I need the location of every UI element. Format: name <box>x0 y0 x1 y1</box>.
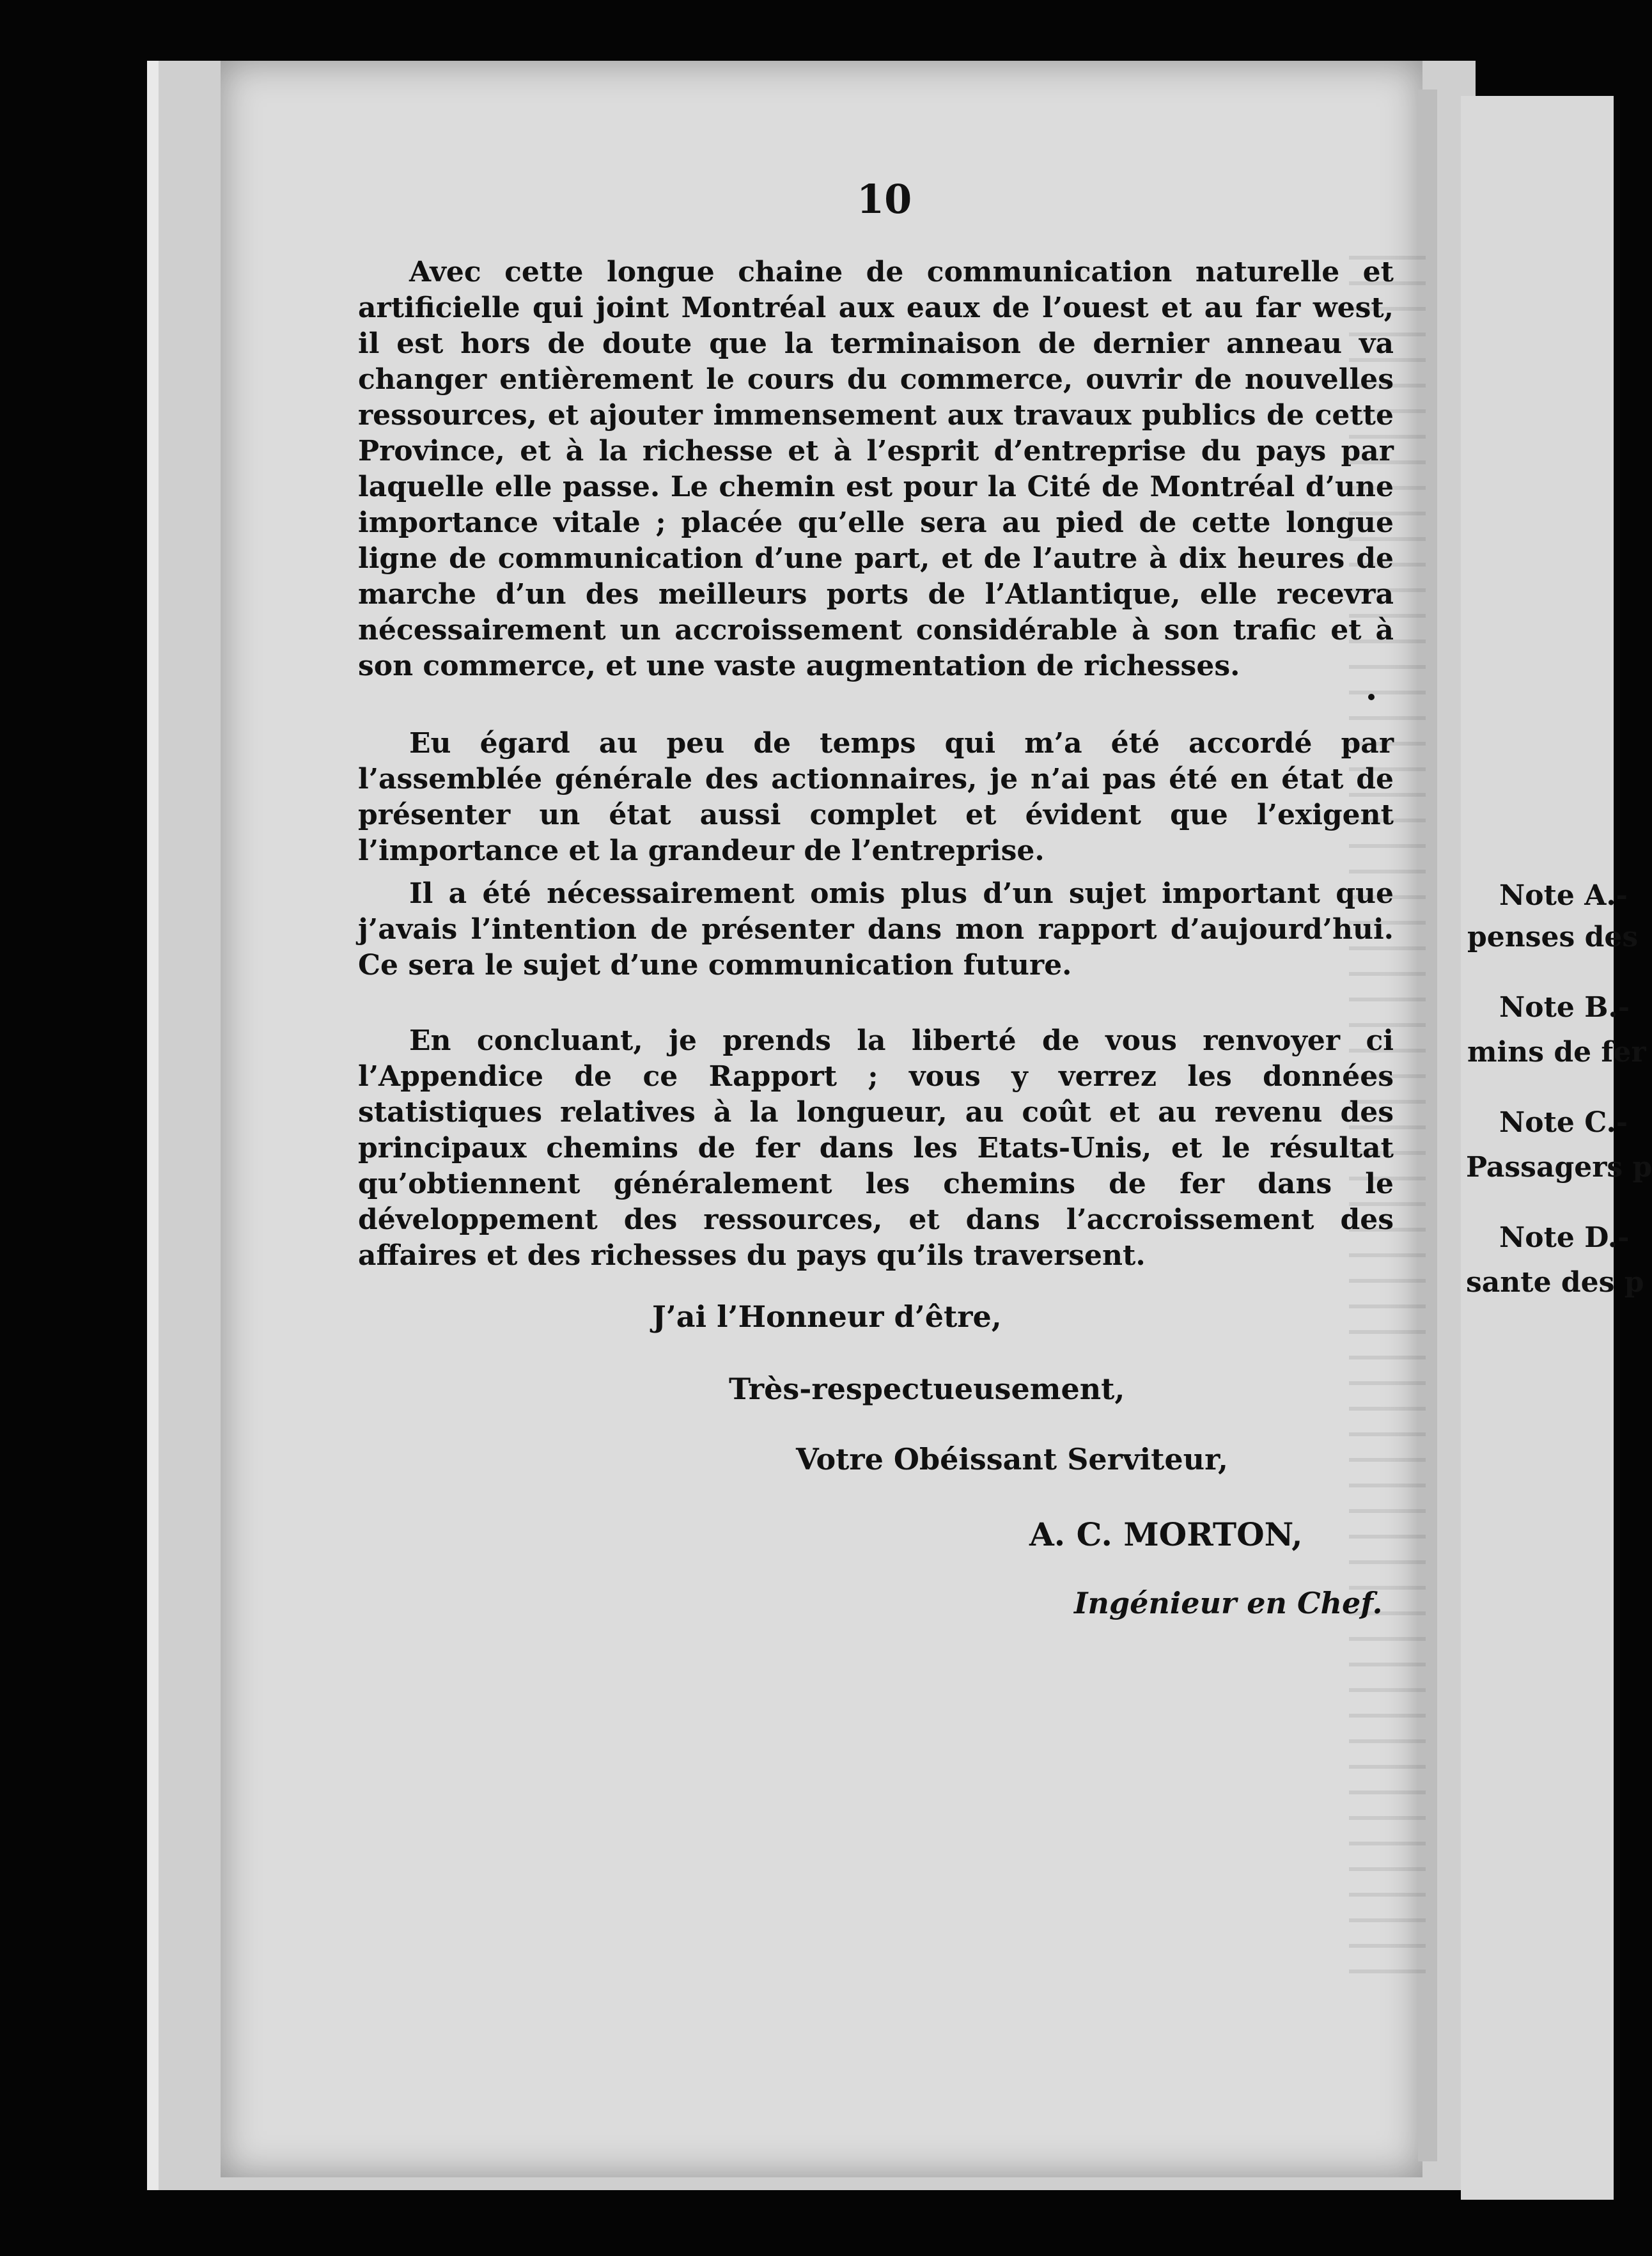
stray-mark <box>1368 694 1375 700</box>
paragraph-4-text: En concluant, je prends la liberté de vous renvoyer ci l’Appendice de ce Rapport ; vous y verrez les données statistiques relatives à la longueur, au coût et au revenu des principaux chemins de fer dans les Etats-Unis, et le résultat qu’obtiennent généralement les chemins de fer dans le développement des ressources, et dans l’accroissement des affaires et des richesses du pays qu’ils traversent. <box>358 1024 1394 1272</box>
paragraph-3-text: Il a été nécessairement omis plus d’un sujet important que j’avais l’intention de présenter dans mon rapport d’aujourd’hui. Ce sera le sujet d’une communication future. <box>358 877 1394 982</box>
paragraph-1 <box>358 255 1394 684</box>
note-d-label: Note D.- <box>1499 1221 1630 1254</box>
paragraph-2-text: Eu égard au peu de temps qui m’a été accordé par l’assemblée générale des actionnaires, je n’ai pas été en état de présenter un état aussi complet et évident que l’exigent l’importance et la grandeur de l’entreprise. <box>358 727 1394 867</box>
signature: A. C. MORTON, <box>1029 1516 1303 1553</box>
paragraph-4 <box>358 1023 1394 1274</box>
note-b-label: Note B.- <box>1499 991 1630 1024</box>
note-c-text: Passagers p <box>1466 1151 1652 1184</box>
facing-page <box>1461 96 1652 2200</box>
paragraph-1-text: Avec cette longue chaine de communication naturelle et artificielle qui joint Montréal aux eaux de l’ouest et au far west, il est hors de doute que la terminaison de dernier anneau va changer entièrement le cours du commerce, ouvrir de nouvelles ressources, et ajouter immensement aux travaux publics de cette Province, et à la richesse et à l’esprit d’entreprise du pays par laquelle elle passe. Le chemin est pour la Cité de Montréal d’une importance vitale ; placée qu’elle sera au pied de cette longue ligne de communication d’une part, et de l’autre à dix heures de marche d’un des meilleurs ports de l’Atlantique, elle recevra nécessairement un accroissement considérable à son trafic et à son commerce, et une vaste augmentation de richesses. <box>358 256 1394 682</box>
note-b-text: mins de fer <box>1467 1036 1646 1069</box>
note-c-label: Note C.- <box>1499 1106 1628 1139</box>
note-d-text: sante des p <box>1466 1266 1644 1299</box>
page-number: 10 <box>857 176 912 223</box>
note-a-label: Note A.- <box>1499 879 1628 912</box>
closing-line-2: Très-respectueusement, <box>729 1372 1125 1406</box>
closing-line-1: J’ai l’Honneur d’être, <box>652 1299 1002 1334</box>
paragraph-3 <box>358 876 1394 983</box>
closing-line-3: Votre Obéissant Serviteur, <box>796 1442 1228 1477</box>
signatory-title: Ingénieur en Chef. <box>1074 1586 1383 1620</box>
note-a-text: penses des <box>1467 921 1639 953</box>
paragraph-2 <box>358 726 1394 869</box>
